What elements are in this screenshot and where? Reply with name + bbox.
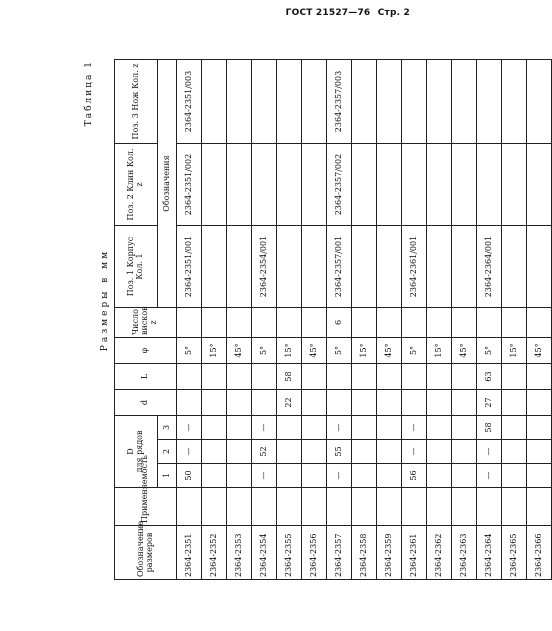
- cell-pos1-code: 2364-2364/001: [477, 226, 502, 308]
- cell-pos3-code: [202, 60, 227, 144]
- cell-d-row2: 52: [252, 440, 277, 464]
- cell-l-value: [352, 364, 377, 390]
- col-D-rows: для рядов: [135, 430, 144, 473]
- cell-pos3-code: [527, 60, 552, 144]
- table-row: [452, 60, 477, 580]
- page-number: Стр. 2: [377, 8, 410, 18]
- cell-d-row2: —: [177, 440, 202, 464]
- cell-pos2-code: 2364-2357/002: [327, 144, 352, 226]
- cell-pos1-code: [227, 226, 252, 308]
- cell-applicability: [352, 488, 377, 526]
- table-row: [252, 60, 277, 580]
- cell-d-row2: [527, 440, 552, 464]
- cell-z-value: [452, 308, 477, 338]
- cell-d-row3: [227, 416, 252, 440]
- cell-d-row1: [377, 464, 402, 488]
- section-sizes-title: Размеры в мм: [100, 248, 110, 352]
- table-row: [302, 60, 327, 580]
- cell-d-row2: [227, 440, 252, 464]
- cell-phi-value: 45°: [377, 338, 402, 364]
- table-row: [202, 60, 227, 580]
- cell-l-value: [502, 364, 527, 390]
- page-header: [286, 8, 410, 18]
- table-body: [177, 60, 552, 580]
- cell-pos1-code: [277, 226, 302, 308]
- cell-pos2-code: 2364-2351/002: [177, 144, 202, 226]
- table-row: [177, 60, 202, 580]
- table-row: [352, 60, 377, 580]
- cell-phi-value: 5°: [477, 338, 502, 364]
- cell-designation: 2364-2353: [227, 526, 252, 580]
- cell-designation: 2364-2359: [377, 526, 402, 580]
- cell-phi-value: 45°: [452, 338, 477, 364]
- cell-applicability: [477, 488, 502, 526]
- cell-z-value: [427, 308, 452, 338]
- table-row: [227, 60, 252, 580]
- cell-designation: 2364-2365: [502, 526, 527, 580]
- table-row: [377, 60, 402, 580]
- cell-d-row1: [527, 464, 552, 488]
- cell-pos2-code: [252, 144, 277, 226]
- cell-d-row3: [502, 416, 527, 440]
- cell-d-row1: [227, 464, 252, 488]
- cell-d-row3: [202, 416, 227, 440]
- cell-d-row1: [277, 464, 302, 488]
- cell-pos1-code: 2364-2354/001: [252, 226, 277, 308]
- cell-pos3-code: [502, 60, 527, 144]
- cell-z-value: [252, 308, 277, 338]
- cell-d-row2: —: [477, 440, 502, 464]
- cell-l-value: [177, 364, 202, 390]
- cell-d-value: [402, 390, 427, 416]
- cell-phi-value: 5°: [177, 338, 202, 364]
- cell-applicability: [202, 488, 227, 526]
- cell-l-value: [302, 364, 327, 390]
- table-row: [327, 60, 352, 580]
- cell-pos2-code: [527, 144, 552, 226]
- cell-d-row2: [202, 440, 227, 464]
- cell-d-value: [177, 390, 202, 416]
- cell-phi-value: 45°: [302, 338, 327, 364]
- cell-applicability: [327, 488, 352, 526]
- cell-pos1-code: [452, 226, 477, 308]
- cell-d-row3: [277, 416, 302, 440]
- cell-d-value: [352, 390, 377, 416]
- cell-pos1-code: [352, 226, 377, 308]
- cell-z-value: [302, 308, 327, 338]
- cell-designation: 2364-2363: [452, 526, 477, 580]
- cell-z-value: [377, 308, 402, 338]
- cell-d-row3: —: [177, 416, 202, 440]
- section-designations-title: Обозначения: [158, 60, 177, 308]
- cell-d-value: [377, 390, 402, 416]
- cell-l-value: [402, 364, 427, 390]
- cell-pos1-code: [427, 226, 452, 308]
- cell-applicability: [527, 488, 552, 526]
- cell-applicability: [277, 488, 302, 526]
- cell-l-value: [527, 364, 552, 390]
- cell-phi-value: 45°: [227, 338, 252, 364]
- cell-d-row2: [377, 440, 402, 464]
- cell-d-row2: [352, 440, 377, 464]
- cell-pos3-code: 2364-2351/003: [177, 60, 202, 144]
- cell-z-value: [477, 308, 502, 338]
- header-row: [115, 60, 158, 580]
- cell-designation: 2364-2364: [477, 526, 502, 580]
- col-pos2: Поз. 2 Клин Кол. z: [115, 144, 158, 226]
- cell-pos2-code: [427, 144, 452, 226]
- cell-pos2-code: [227, 144, 252, 226]
- cell-d-row3: [352, 416, 377, 440]
- cell-d-row2: [277, 440, 302, 464]
- cell-d-value: 22: [277, 390, 302, 416]
- cell-d-value: [302, 390, 327, 416]
- cell-applicability: [427, 488, 452, 526]
- cell-d-value: [502, 390, 527, 416]
- standard-number: ГОСТ 21527—76: [285, 8, 371, 18]
- cell-d-row2: —: [402, 440, 427, 464]
- table-row: [427, 60, 452, 580]
- cell-z-value: [277, 308, 302, 338]
- cell-pos1-code: [302, 226, 327, 308]
- cell-d-row1: [502, 464, 527, 488]
- cell-d-value: [252, 390, 277, 416]
- cell-d-value: 27: [477, 390, 502, 416]
- cell-pos2-code: [302, 144, 327, 226]
- cell-d-row1: [302, 464, 327, 488]
- cell-d-value: [227, 390, 252, 416]
- cell-d-row3: —: [252, 416, 277, 440]
- table-row: [527, 60, 552, 580]
- cell-applicability: [177, 488, 202, 526]
- col-D-label: D: [126, 448, 136, 455]
- cell-pos3-code: [352, 60, 377, 144]
- cell-d-value: [452, 390, 477, 416]
- cell-d-row1: —: [252, 464, 277, 488]
- cell-designation: 2364-2355: [277, 526, 302, 580]
- cell-l-value: [377, 364, 402, 390]
- cell-l-value: [202, 364, 227, 390]
- col-pos1: Поз. 1 Корпус Кол. 1: [115, 226, 158, 308]
- cell-z-value: [202, 308, 227, 338]
- cell-l-value: 63: [477, 364, 502, 390]
- table-row: [477, 60, 502, 580]
- cell-pos3-code: [252, 60, 277, 144]
- cell-phi-value: 15°: [427, 338, 452, 364]
- cell-d-row1: 50: [177, 464, 202, 488]
- cell-d-value: [202, 390, 227, 416]
- cell-pos2-code: [452, 144, 477, 226]
- col-z: Число висков z: [115, 308, 177, 338]
- cell-pos2-code: [202, 144, 227, 226]
- cell-l-value: [327, 364, 352, 390]
- cell-z-value: [527, 308, 552, 338]
- col-row3: 3: [158, 416, 177, 440]
- cell-d-row3: 58: [477, 416, 502, 440]
- cell-applicability: [402, 488, 427, 526]
- cell-d-row2: [452, 440, 477, 464]
- cell-phi-value: 5°: [327, 338, 352, 364]
- cell-d-row3: [302, 416, 327, 440]
- cell-applicability: [302, 488, 327, 526]
- col-row1: 1: [158, 464, 177, 488]
- cell-designation: 2364-2362: [427, 526, 452, 580]
- cell-designation: 2364-2357: [327, 526, 352, 580]
- cell-pos3-code: [452, 60, 477, 144]
- cell-pos3-code: [302, 60, 327, 144]
- cell-l-value: [427, 364, 452, 390]
- cell-pos2-code: [377, 144, 402, 226]
- cell-pos1-code: 2364-2357/001: [327, 226, 352, 308]
- cell-applicability: [502, 488, 527, 526]
- cell-d-row1: 56: [402, 464, 427, 488]
- cell-applicability: [227, 488, 252, 526]
- table-caption: Таблица 1: [84, 60, 94, 127]
- cell-d-row3: [377, 416, 402, 440]
- cell-z-value: [177, 308, 202, 338]
- cell-designation: 2364-2352: [202, 526, 227, 580]
- cell-d-row2: [427, 440, 452, 464]
- cell-d-row3: —: [402, 416, 427, 440]
- cell-designation: 2364-2358: [352, 526, 377, 580]
- col-applicability: Применяемость: [115, 488, 177, 526]
- cell-pos1-code: [527, 226, 552, 308]
- col-designation: Обозначение размеров: [115, 526, 177, 580]
- cell-pos2-code: [352, 144, 377, 226]
- col-L: L: [115, 364, 177, 390]
- cell-d-row3: [427, 416, 452, 440]
- cell-d-row1: —: [327, 464, 352, 488]
- cell-z-value: [227, 308, 252, 338]
- cell-phi-value: 45°: [527, 338, 552, 364]
- cell-designation: 2364-2356: [302, 526, 327, 580]
- cell-d-row2: [302, 440, 327, 464]
- cell-pos3-code: [477, 60, 502, 144]
- cell-applicability: [377, 488, 402, 526]
- col-D: [115, 416, 158, 488]
- cell-d-row1: [427, 464, 452, 488]
- cell-pos3-code: [427, 60, 452, 144]
- cell-designation: 2364-2351: [177, 526, 202, 580]
- cell-l-value: 58: [277, 364, 302, 390]
- col-d: d: [115, 390, 177, 416]
- cell-d-row3: [452, 416, 477, 440]
- cell-d-row3: [527, 416, 552, 440]
- cell-pos2-code: [277, 144, 302, 226]
- cell-z-value: [352, 308, 377, 338]
- cell-phi-value: 15°: [352, 338, 377, 364]
- cell-pos2-code: [402, 144, 427, 226]
- rotated-table-block: [84, 60, 543, 580]
- cell-d-row1: [202, 464, 227, 488]
- col-phi: φ: [115, 338, 177, 364]
- cell-pos1-code: 2364-2351/001: [177, 226, 202, 308]
- cell-designation: 2364-2361: [402, 526, 427, 580]
- cell-designation: 2364-2354: [252, 526, 277, 580]
- cell-d-value: [527, 390, 552, 416]
- cell-pos1-code: [202, 226, 227, 308]
- cell-applicability: [452, 488, 477, 526]
- cell-applicability: [252, 488, 277, 526]
- table-row: [277, 60, 302, 580]
- cell-d-row3: —: [327, 416, 352, 440]
- cell-l-value: [227, 364, 252, 390]
- cell-pos1-code: [502, 226, 527, 308]
- cell-l-value: [252, 364, 277, 390]
- cell-d-row1: [452, 464, 477, 488]
- cell-pos3-code: [377, 60, 402, 144]
- cell-pos3-code: 2364-2357/003: [327, 60, 352, 144]
- cell-designation: 2364-2366: [527, 526, 552, 580]
- cell-d-row1: [352, 464, 377, 488]
- cell-l-value: [452, 364, 477, 390]
- cell-z-value: [402, 308, 427, 338]
- cell-phi-value: 15°: [502, 338, 527, 364]
- col-row2: 2: [158, 440, 177, 464]
- cell-pos1-code: 2364-2361/001: [402, 226, 427, 308]
- cell-d-value: [327, 390, 352, 416]
- spec-table: [114, 59, 552, 580]
- cell-pos2-code: [477, 144, 502, 226]
- cell-z-value: 6: [327, 308, 352, 338]
- cell-d-value: [427, 390, 452, 416]
- cell-pos2-code: [502, 144, 527, 226]
- cell-phi-value: 5°: [402, 338, 427, 364]
- cell-phi-value: 5°: [252, 338, 277, 364]
- cell-d-row2: [502, 440, 527, 464]
- cell-pos1-code: [377, 226, 402, 308]
- cell-phi-value: 15°: [202, 338, 227, 364]
- cell-phi-value: 15°: [277, 338, 302, 364]
- table-row: [402, 60, 427, 580]
- cell-pos3-code: [402, 60, 427, 144]
- cell-pos3-code: [277, 60, 302, 144]
- cell-d-row1: —: [477, 464, 502, 488]
- col-pos3: Поз. 3 Нож Кол. z: [115, 60, 158, 144]
- cell-z-value: [502, 308, 527, 338]
- table-row: [502, 60, 527, 580]
- cell-pos3-code: [227, 60, 252, 144]
- cell-d-row2: 55: [327, 440, 352, 464]
